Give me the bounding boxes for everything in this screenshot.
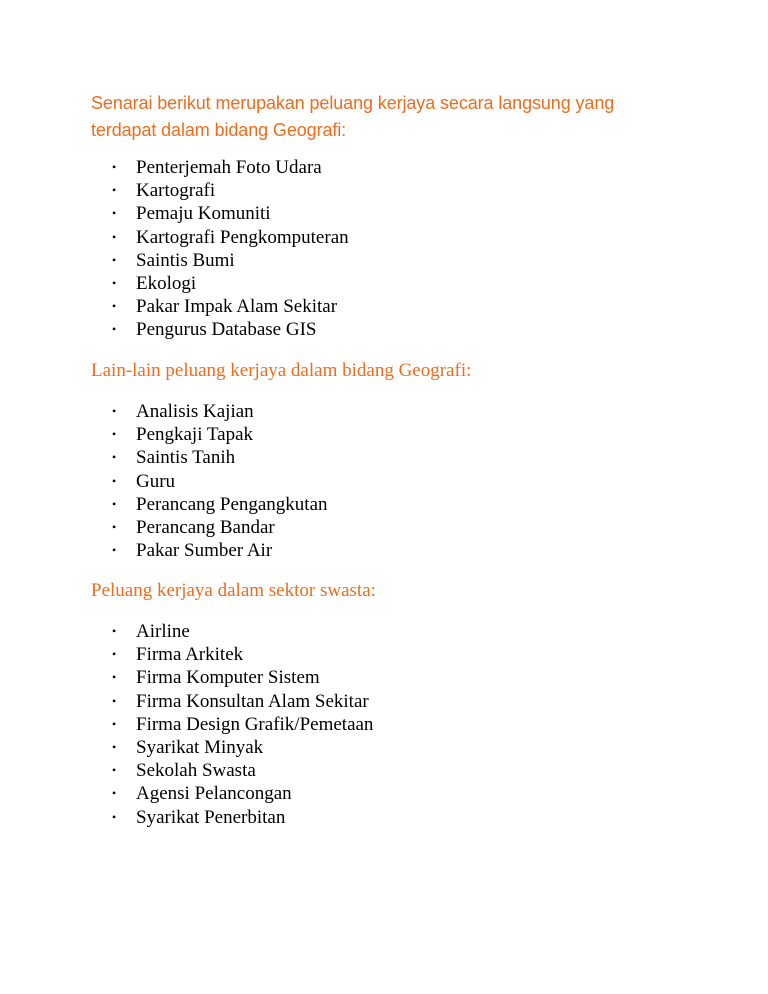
bullet-icon: • [112, 809, 117, 824]
bullet-icon: • [112, 473, 117, 488]
bullet-icon: • [112, 160, 117, 174]
section-heading-private-sector: Peluang kerjaya dalam sektor swasta: [91, 580, 376, 601]
list-item-label: Analisis Kajian [136, 401, 254, 422]
bullet-icon: • [112, 450, 117, 465]
bullet-icon: • [112, 496, 117, 511]
bullet-icon: • [112, 322, 117, 337]
list-item [0, 400, 328, 423]
list-item-label: Kartografi Pengkomputeran [136, 226, 349, 248]
list-item [0, 318, 349, 341]
list-item [0, 156, 349, 179]
list-item [0, 620, 373, 643]
list-item-label: Guru [136, 470, 176, 492]
list-item-label: Firma Komputer Sistem [136, 667, 320, 689]
list-item-label: Penterjemah Foto Udara [136, 157, 322, 178]
list-item-label: Agensi Pelancongan [136, 783, 292, 805]
list-item-label: Pengurus Database GIS [136, 319, 317, 341]
list-item-label: Kartografi [136, 180, 216, 202]
bullet-icon: • [112, 229, 117, 244]
list-item [0, 643, 373, 666]
list-item [0, 782, 373, 805]
list-item [0, 470, 328, 493]
list-item [0, 759, 373, 782]
list-item-label: Sekolah Swasta [136, 760, 256, 782]
section-heading-other-careers: Lain-lain peluang kerjaya dalam bidang Geografi: [91, 360, 472, 381]
list-item-label: Firma Konsultan Alam Sekitar [136, 690, 369, 712]
list-item [0, 736, 373, 759]
bullet-icon: • [112, 739, 117, 754]
bullet-icon: • [112, 624, 117, 638]
bullet-icon: • [112, 206, 117, 221]
bullet-icon: • [112, 299, 117, 314]
list-item-label: Airline [136, 621, 190, 642]
bullet-icon: • [112, 543, 117, 558]
list-item-label: Ekologi [136, 272, 197, 294]
list-item [0, 295, 349, 318]
list-item [0, 713, 373, 736]
direct-careers-list [0, 156, 349, 342]
list-item-label: Syarikat Minyak [136, 736, 264, 758]
list-item [0, 493, 328, 516]
list-item-label: Firma Design Grafik/Pemetaan [136, 713, 374, 735]
list-item-label: Firma Arkitek [136, 644, 244, 666]
list-item-label: Saintis Bumi [136, 249, 235, 271]
list-item [0, 202, 349, 225]
list-item [0, 423, 328, 446]
list-item [0, 666, 373, 689]
list-item-label: Pakar Impak Alam Sekitar [136, 296, 338, 318]
list-item-label: Syarikat Penerbitan [136, 806, 286, 828]
list-item [0, 272, 349, 295]
other-careers-list [0, 400, 328, 562]
private-sector-list [0, 620, 373, 829]
list-item [0, 690, 373, 713]
list-item [0, 179, 349, 202]
bullet-icon: • [112, 252, 117, 267]
list-item-label: Saintis Tanih [136, 447, 236, 469]
list-item [0, 446, 328, 469]
list-item-label: Pakar Sumber Air [136, 540, 273, 562]
list-item [0, 516, 328, 539]
section-heading-direct-careers: Senarai berikut merupakan peluang kerjaya secara langsung yang terdapat dalam bidang Geografi: [91, 93, 615, 140]
list-item [0, 226, 349, 249]
list-item [0, 539, 328, 562]
list-item-label: Pemaju Komuniti [136, 203, 271, 225]
bullet-icon: • [112, 670, 117, 685]
bullet-icon: • [112, 183, 117, 198]
list-item [0, 806, 373, 829]
list-item [0, 249, 349, 272]
bullet-icon: • [112, 519, 117, 534]
bullet-icon: • [112, 763, 117, 778]
bullet-icon: • [112, 404, 117, 418]
bullet-icon: • [112, 693, 117, 708]
bullet-icon: • [112, 786, 117, 801]
bullet-icon: • [112, 647, 117, 662]
list-item-label: Pengkaji Tapak [136, 424, 254, 446]
bullet-icon: • [112, 716, 117, 731]
bullet-icon: • [112, 275, 117, 290]
list-item-label: Perancang Pengangkutan [136, 493, 328, 515]
list-item-label: Perancang Bandar [136, 516, 275, 538]
bullet-icon: • [112, 427, 117, 442]
